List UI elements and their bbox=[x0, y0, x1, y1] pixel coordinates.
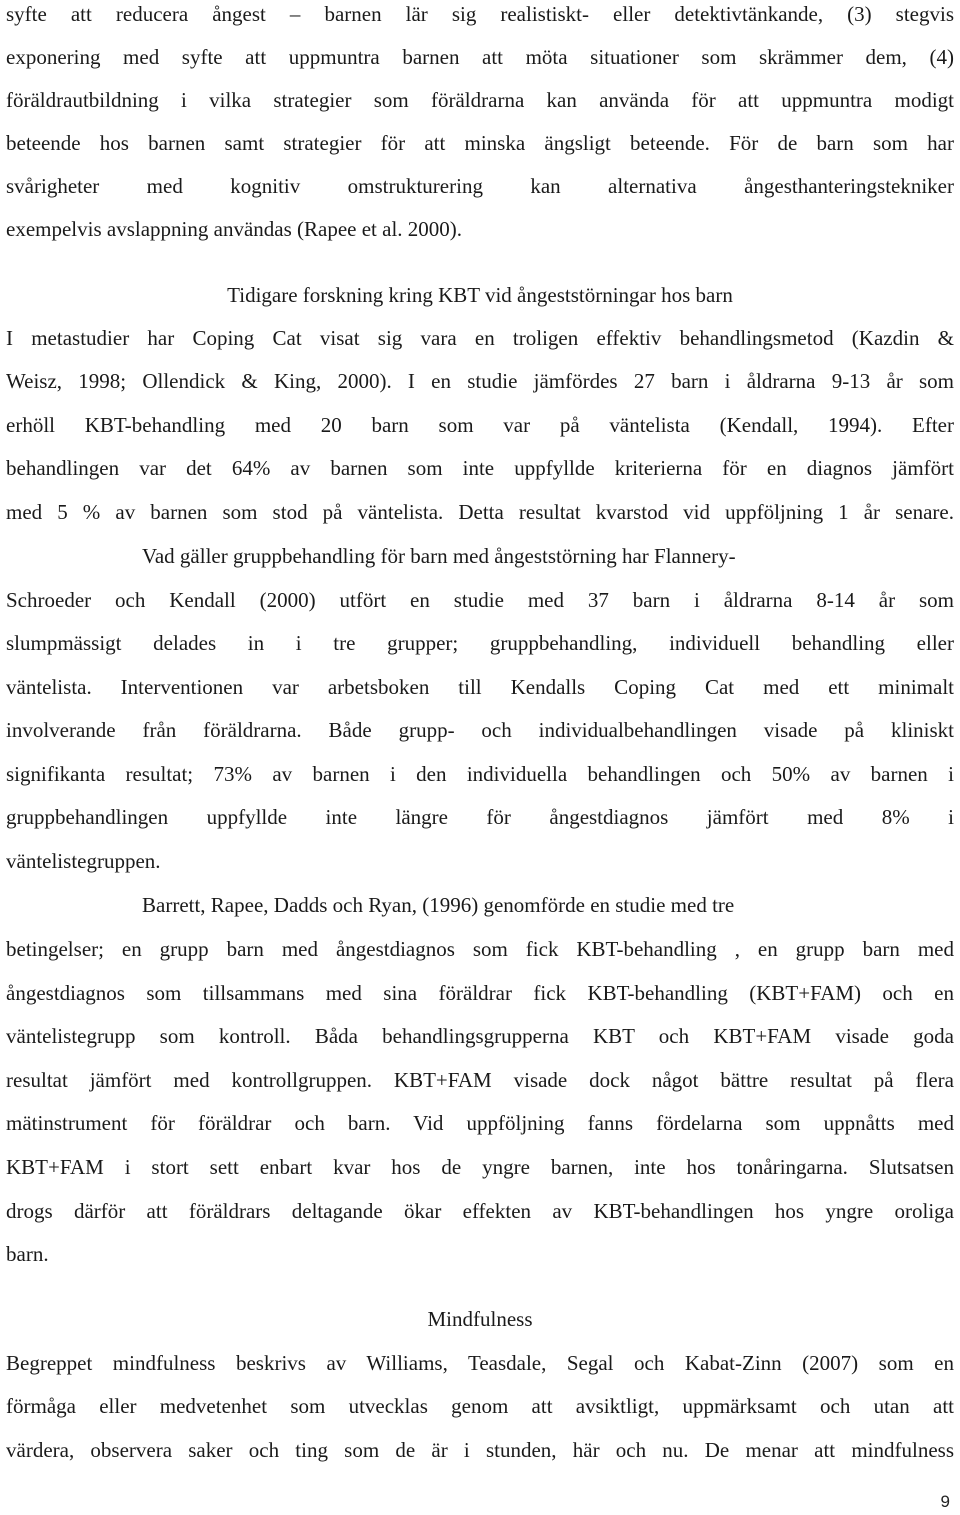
section-heading-mindfulness: Mindfulness bbox=[427, 1307, 533, 1331]
text-line: erhöll KBT-behandling med 20 barn som var på väntelista (Kendall, 1994). Efter bbox=[6, 413, 954, 437]
text-line: syfte att reducera ångest – barnen lär sig realistiskt- eller detektivtänkande, (3) stegvis bbox=[6, 2, 954, 26]
text-line: förmåga eller medvetenhet som utvecklas genom att avsiktligt, uppmärksamt och utan att bbox=[6, 1394, 954, 1418]
section-heading-kbt-research: Tidigare forskning kring KBT vid ångeststörningar hos barn bbox=[227, 283, 733, 307]
text-line: involverande från föräldrarna. Både grupp- och individualbehandlingen visade på kliniskt bbox=[6, 718, 954, 742]
text-line: signifikanta resultat; 73% av barnen i den individuella behandlingen och 50% av barnen i bbox=[6, 762, 954, 786]
text-line: resultat jämfört med kontrollgruppen. KBT+FAM visade dock något bättre resultat på flera bbox=[6, 1068, 954, 1092]
text-line: med 5 % av barnen som stod på väntelista. Detta resultat kvarstod vid uppföljning 1 år senare. bbox=[6, 500, 954, 524]
text-line: Schroeder och Kendall (2000) utfört en studie med 37 barn i åldrarna 8-14 år som bbox=[6, 588, 954, 612]
text-line: barn. bbox=[6, 1242, 49, 1266]
text-line: mätinstrument för föräldrar och barn. Vid uppföljning fanns fördelarna som uppnåtts med bbox=[6, 1111, 954, 1135]
text-line: väntelistegruppen. bbox=[6, 849, 161, 873]
text-line: ångestdiagnos som tillsammans med sina föräldrar fick KBT-behandling (KBT+FAM) och en bbox=[6, 981, 954, 1005]
text-line: föräldrautbildning i vilka strategier som föräldrarna kan använda för att uppmuntra modigt bbox=[6, 88, 954, 112]
text-line: Begreppet mindfulness beskrivs av Williams, Teasdale, Segal och Kabat-Zinn (2007) som en bbox=[6, 1351, 954, 1375]
text-line: svårigheter med kognitiv omstrukturering kan alternativa ångesthanteringstekniker bbox=[6, 174, 954, 198]
text-line: väntelista. Interventionen var arbetsboken till Kendalls Coping Cat med ett minimalt bbox=[6, 675, 954, 699]
text-line: Weisz, 1998; Ollendick & King, 2000). I en studie jämfördes 27 barn i åldrarna 9-13 år som bbox=[6, 369, 954, 393]
text-line: värdera, observera saker och ting som de är i stunden, här och nu. De menar att mindfulness bbox=[6, 1438, 954, 1462]
text-line: Barrett, Rapee, Dadds och Ryan, (1996) genomförde en studie med tre bbox=[142, 893, 735, 917]
text-line: slumpmässigt delades in i tre grupper; gruppbehandling, individuell behandling eller bbox=[6, 631, 954, 655]
text-line: beteende hos barnen samt strategier för att minska ängsligt beteende. För de barn som har bbox=[6, 131, 954, 155]
text-line: väntelistegrupp som kontroll. Båda behandlingsgrupperna KBT och KBT+FAM visade goda bbox=[6, 1024, 954, 1048]
text-line: betingelser; en grupp barn med ångestdiagnos som fick KBT-behandling , en grupp barn med bbox=[6, 937, 954, 961]
text-line: exponering med syfte att uppmuntra barnen att möta situationer som skrämmer dem, (4) bbox=[6, 45, 954, 69]
document-page bbox=[6, 0, 954, 1515]
page-number: 9 bbox=[940, 1492, 950, 1511]
text-line: gruppbehandlingen uppfyllde inte längre för ångestdiagnos jämfört med 8% i bbox=[6, 805, 954, 829]
text-line: behandlingen var det 64% av barnen som inte uppfyllde kriterierna för en diagnos jämfört bbox=[6, 456, 954, 480]
text-line: Vad gäller gruppbehandling för barn med ångeststörning har Flannery- bbox=[142, 544, 736, 568]
text-line: I metastudier har Coping Cat visat sig vara en troligen effektiv behandlingsmetod (Kazdin & bbox=[6, 326, 954, 350]
text-line: exempelvis avslappning användas (Rapee et al. 2000). bbox=[6, 217, 463, 241]
text-line: KBT+FAM i stort sett enbart kvar hos de yngre barnen, inte hos tonåringarna. Slutsatsen bbox=[6, 1155, 954, 1179]
text-line: drogs därför att föräldrars deltagande ökar effekten av KBT-behandlingen hos yngre oroliga bbox=[6, 1199, 954, 1223]
